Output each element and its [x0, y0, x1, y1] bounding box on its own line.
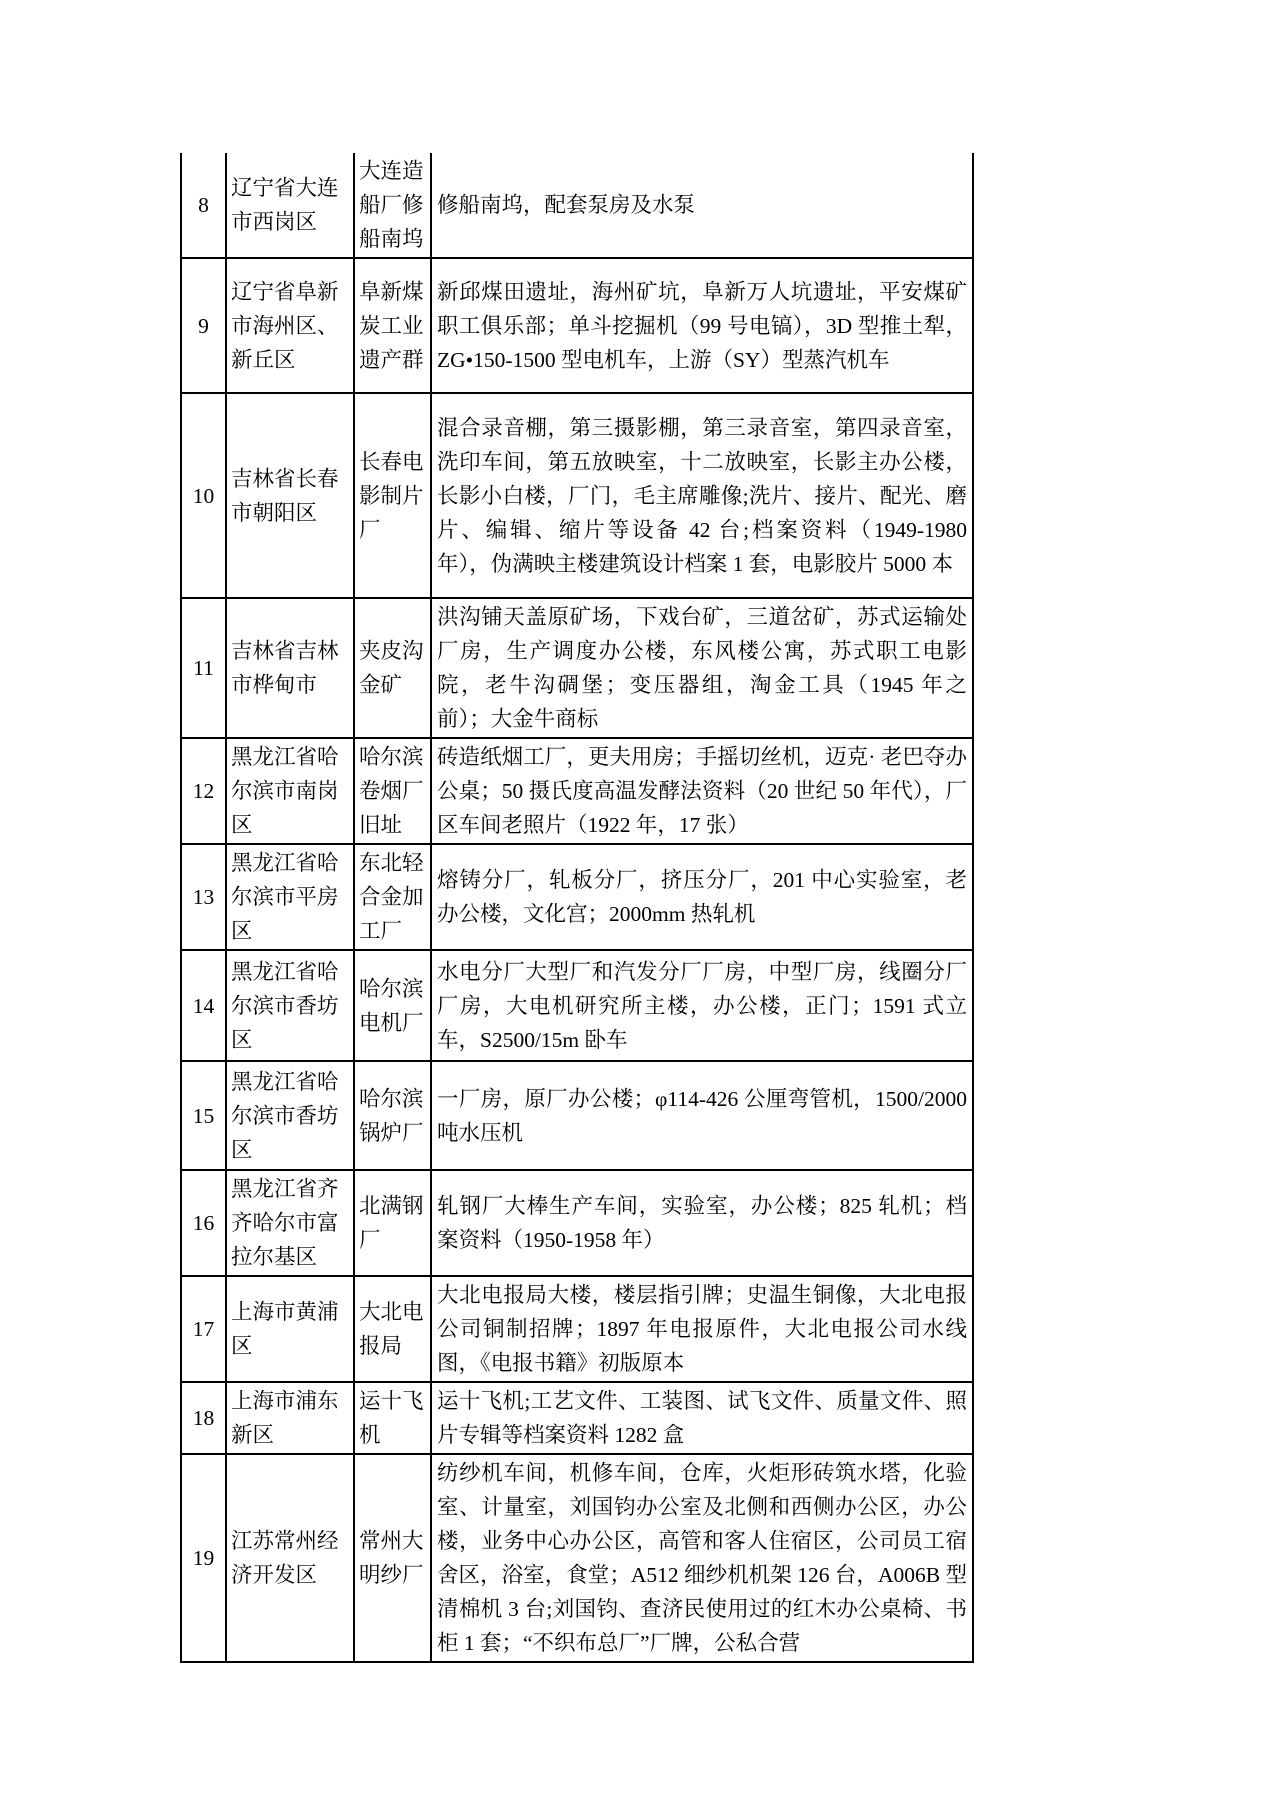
- row-number-cell: 9: [181, 258, 226, 393]
- location-cell: 辽宁省大连市西岗区: [226, 153, 354, 258]
- table-row: [181, 1454, 973, 1662]
- row-number-cell: 17: [181, 1276, 226, 1382]
- items-cell: 修船南坞，配套泵房及水泵: [431, 153, 973, 258]
- table-row: [181, 153, 973, 258]
- location-cell: 上海市浦东新区: [226, 1382, 354, 1454]
- location-cell: 上海市黄浦区: [226, 1276, 354, 1382]
- site-name-cell: 阜新煤炭工业遗产群: [354, 258, 431, 393]
- row-number-cell: 14: [181, 950, 226, 1061]
- table-row: [181, 393, 973, 598]
- location-cell: 辽宁省阜新市海州区、新丘区: [226, 258, 354, 393]
- site-name-cell: 运十飞机: [354, 1382, 431, 1454]
- table-row: [181, 1170, 973, 1276]
- row-number-cell: 18: [181, 1382, 226, 1454]
- site-name-cell: 哈尔滨锅炉厂: [354, 1061, 431, 1170]
- location-cell: 黑龙江省齐齐哈尔市富拉尔基区: [226, 1170, 354, 1276]
- site-name-cell: 东北轻合金加工厂: [354, 844, 431, 950]
- row-number-cell: 16: [181, 1170, 226, 1276]
- row-number-cell: 12: [181, 738, 226, 844]
- items-cell: 运十飞机;工艺文件、工装图、试飞文件、质量文件、照片专辑等档案资料 1282 盒: [431, 1382, 973, 1454]
- location-cell: 黑龙江省哈尔滨市平房区: [226, 844, 354, 950]
- items-cell: 大北电报局大楼，楼层指引牌；史温生铜像，大北电报公司铜制招牌；1897 年电报原件，大北电报公司水线图，《电报书籍》初版原本: [431, 1276, 973, 1382]
- heritage-table-body: [181, 153, 973, 1662]
- items-cell: 轧钢厂大棒生产车间，实验室，办公楼；825 轧机；档案资料（1950-1958 年）: [431, 1170, 973, 1276]
- location-cell: 江苏常州经济开发区: [226, 1454, 354, 1662]
- location-cell: 黑龙江省哈尔滨市香坊区: [226, 1061, 354, 1170]
- table-row: [181, 738, 973, 844]
- items-cell: 水电分厂大型厂和汽发分厂厂房，中型厂房，线圈分厂厂房，大电机研究所主楼，办公楼，正门；1591 式立车，S2500/15m 卧车: [431, 950, 973, 1061]
- items-cell: 熔铸分厂，轧板分厂，挤压分厂，201 中心实验室，老办公楼，文化宫；2000mm 热轧机: [431, 844, 973, 950]
- row-number-cell: 13: [181, 844, 226, 950]
- site-name-cell: 哈尔滨卷烟厂旧址: [354, 738, 431, 844]
- items-cell: 一厂房，原厂办公楼；φ114-426 公厘弯管机，1500/2000 吨水压机: [431, 1061, 973, 1170]
- table-row: [181, 598, 973, 738]
- table-row: [181, 1276, 973, 1382]
- row-number-cell: 10: [181, 393, 226, 598]
- row-number-cell: 11: [181, 598, 226, 738]
- site-name-cell: 哈尔滨电机厂: [354, 950, 431, 1061]
- table-row: [181, 258, 973, 393]
- location-cell: 吉林省长春市朝阳区: [226, 393, 354, 598]
- heritage-table: [180, 153, 974, 1663]
- items-cell: 砖造纸烟工厂，更夫用房；手摇切丝机，迈克· 老巴夺办公桌；50 摄氏度高温发酵法资料（20 世纪 50 年代），厂区车间老照片（1922 年，17 张）: [431, 738, 973, 844]
- table-row: [181, 1061, 973, 1170]
- table-row: [181, 1382, 973, 1454]
- site-name-cell: 常州大明纱厂: [354, 1454, 431, 1662]
- items-cell: 纺纱机车间，机修车间，仓库，火炬形砖筑水塔，化验室、计量室，刘国钧办公室及北侧和西侧办公区，办公楼，业务中心办公区，高管和客人住宿区，公司员工宿舍区，浴室，食堂；A512 细纱机机架 126 台，A006B 型清棉机 3 台;刘国钧、查济民使用过的红木办公桌椅、书柜 1 套；“不织布总厂”厂牌，公私合营: [431, 1454, 973, 1662]
- table-row: [181, 844, 973, 950]
- items-cell: 混合录音棚，第三摄影棚，第三录音室，第四录音室，洗印车间，第五放映室，十二放映室，长影主办公楼，长影小白楼，厂门，毛主席雕像;洗片、接片、配光、磨片、编辑、缩片等设备 42 台;档案资料（1949-1980 年），伪满映主楼建筑设计档案 1 套，电影胶片 5000 本: [431, 393, 973, 598]
- site-name-cell: 大北电报局: [354, 1276, 431, 1382]
- table-row: [181, 950, 973, 1061]
- row-number-cell: 19: [181, 1454, 226, 1662]
- location-cell: 吉林省吉林市桦甸市: [226, 598, 354, 738]
- site-name-cell: 大连造船厂修船南坞: [354, 153, 431, 258]
- location-cell: 黑龙江省哈尔滨市香坊区: [226, 950, 354, 1061]
- row-number-cell: 8: [181, 153, 226, 258]
- site-name-cell: 长春电影制片厂: [354, 393, 431, 598]
- items-cell: 洪沟铺天盖原矿场，下戏台矿，三道岔矿，苏式运输处厂房，生产调度办公楼，东风楼公寓，苏式职工电影院，老牛沟碉堡；变压器组，淘金工具（1945 年之前）；大金牛商标: [431, 598, 973, 738]
- location-cell: 黑龙江省哈尔滨市南岗区: [226, 738, 354, 844]
- site-name-cell: 夹皮沟金矿: [354, 598, 431, 738]
- row-number-cell: 15: [181, 1061, 226, 1170]
- site-name-cell: 北满钢厂: [354, 1170, 431, 1276]
- items-cell: 新邱煤田遗址，海州矿坑，阜新万人坑遗址，平安煤矿职工俱乐部；单斗挖掘机（99 号电镐），3D 型推土犁，ZG•150-1500 型电机车，上游（SY）型蒸汽机车: [431, 258, 973, 393]
